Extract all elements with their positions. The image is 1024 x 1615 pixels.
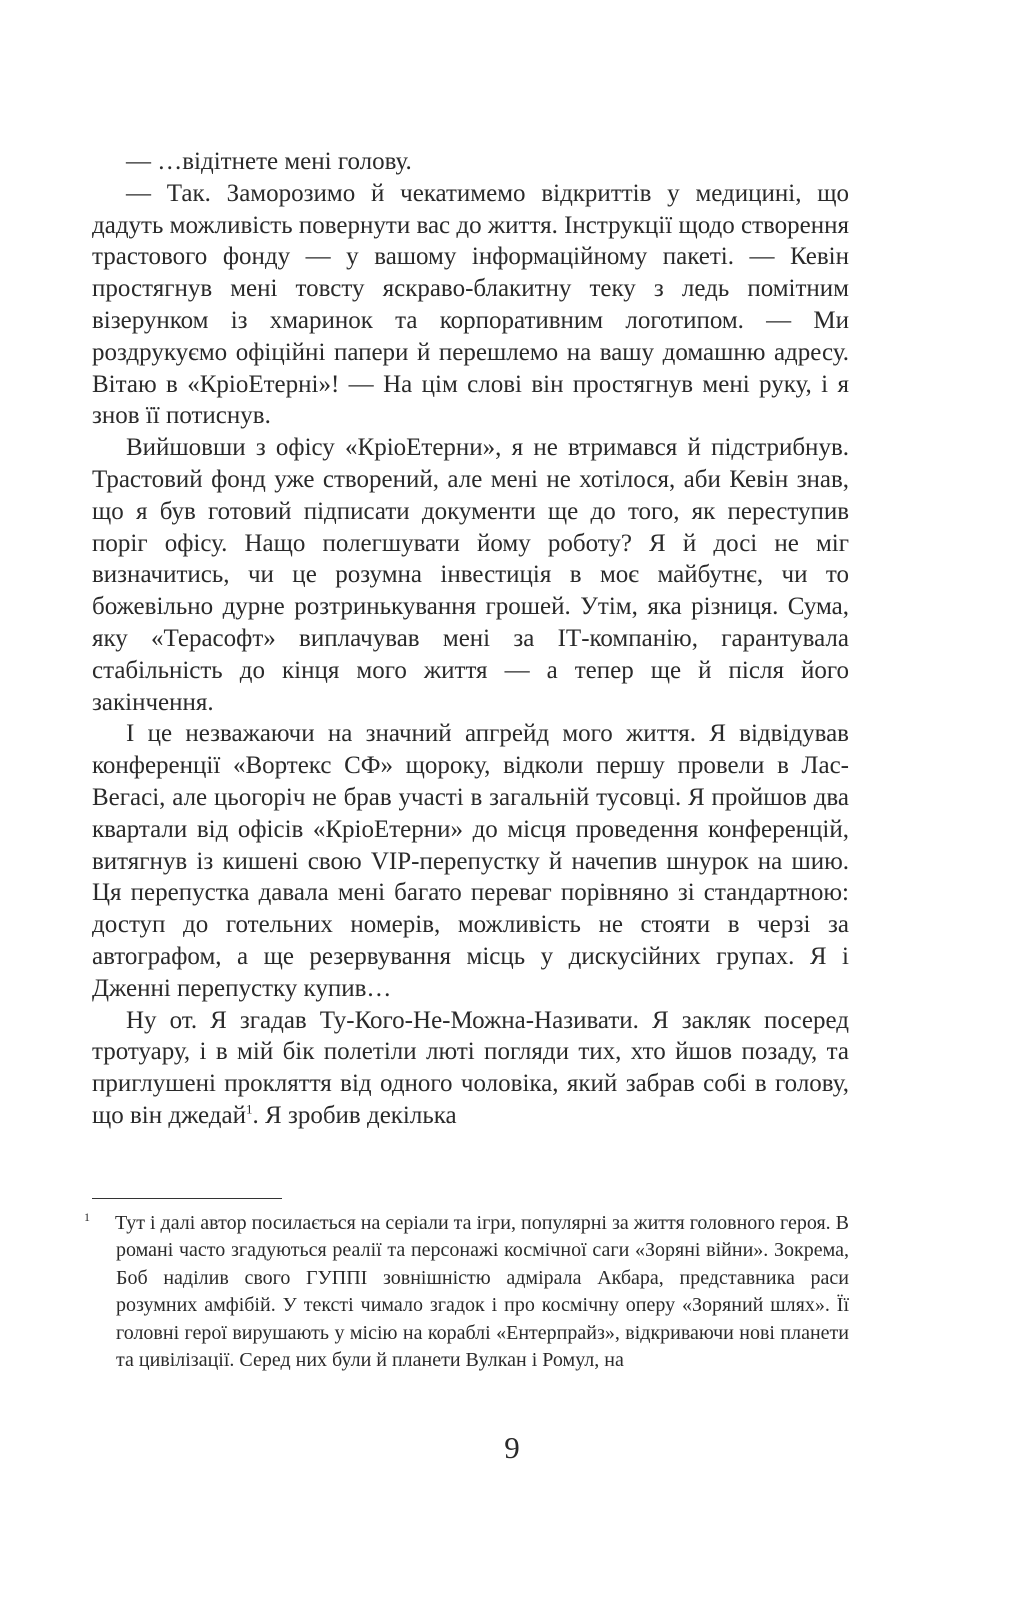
paragraph-5-text: Ну от. Я згадав Ту-Кого-Не-Можна-Називати. Я закляк посеред тротуару, і в мій бік полетіли люті погляди тих, хто йшов позаду, та приглушені прокляття від одного чоловіка, який забрав собі в голову, що він джедай: [92, 1006, 849, 1129]
paragraph-1: — …відітнете мені голову.: [126, 148, 412, 175]
paragraph-2: — Так. Заморозимо й чекатимемо відкриттів у медицині, що дадуть можливість повернути вас до життя. Інструкції щодо створення трастового фонду — у вашому інформаційному пакеті. — Кевін простягнув мені товсту яскраво-блакитну теку з ледь помітним візерунком із хмаринок та корпоративним логотипом. — Ми роздрукуємо офіційні папери й перешлемо на вашу домашню адресу. Вітаю в «КріоЕтерні»! — На цім слові він простягнув мені руку, і я знов її потиснув.: [92, 179, 849, 430]
footnote-separator: [92, 1198, 282, 1199]
main-text-block: [92, 146, 849, 1132]
footnote-marker: 1: [84, 1210, 90, 1224]
paragraph-3: Вийшовши з офісу «КріоЕтерни», я не втримався й підстрибнув. Трастовий фонд уже створений, але мені не хотілося, аби Кевін знав, що я був готовий підписати документи ще до того, як переступив поріг офісу. Нащо полегшувати йому роботу? Я й досі не міг визначитись, чи це розумна інвестиція в моє майбутнє, чи то божевільно дурне розтринькування грошей. Утім, яка різниця. Сума, яку «Терасофт» виплачував мені за ІТ-компанію, гарантувала стабільність до кінця мого життя — а тепер ще й після його закінчення.: [92, 434, 849, 716]
paragraph-5-tail: . Я зробив декілька: [252, 1101, 457, 1129]
footnote-text: Тут і далі автор посилається на серіали та ігри, популярні за життя головного героя. В романі часто згадуються реалії та персонажі космічної саги «Зоряні війни». Зокрема, Боб наділив свого ГУППІ зовнішністю адмірала Акбара, представника раси розумних амфібій. У тексті чимало згадок і про космічну оперу «Зоряний шлях». Її головні герої вирушають у місію на кораблі «Ентерпрайз», відкриваючи нові планети та цивілізації. Серед них були й планети Вулкан і Ромул, на: [115, 1212, 849, 1372]
footnote: [84, 1210, 849, 1374]
footnote-reference[interactable]: 1: [246, 1101, 253, 1117]
paragraph-4: І це незважаючи на значний апгрейд мого життя. Я відвідував конференції «Вортекс СФ» щороку, відколи першу провели в Лас-Вегасі, але цьогоріч не брав участі в загальній тусовці. Я пройшов два квартали від офісів «КріоЕтерни» до місця проведення конференцій, витягнув із кишені свою VIP-перепустку й начепив шнурок на шию. Ця перепустка давала мені багато переваг порівняно зі стандартною: доступ до готельних номерів, можливість не стояти в черзі за автографом, а ще резервування місць у дискусійних групах. Я і Дженні перепустку купив…: [92, 720, 849, 1002]
paragraph-5: [92, 1005, 849, 1132]
page-number: 9: [504, 1430, 520, 1465]
